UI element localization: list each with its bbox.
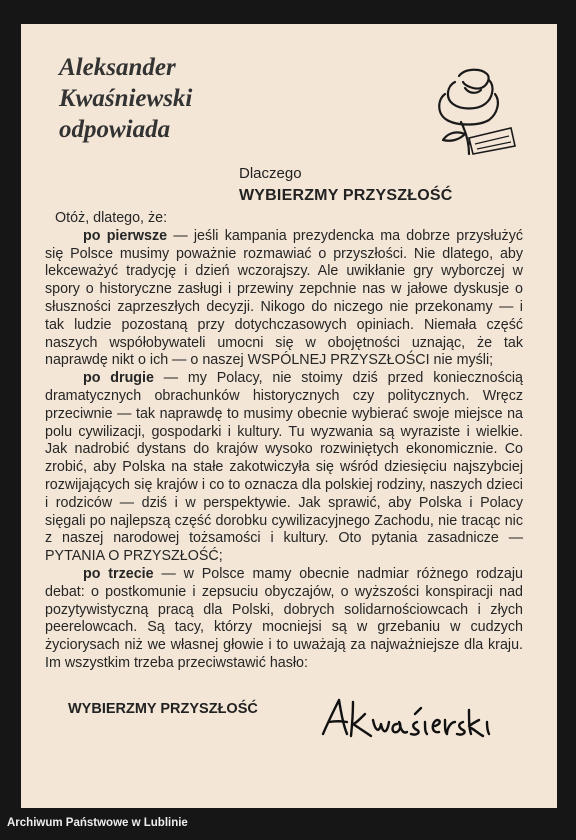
leaflet-page [21, 24, 557, 808]
leaflet-body [45, 210, 523, 673]
body-intro: Otóż, dlatego, że: [55, 210, 168, 226]
signature [317, 690, 495, 750]
paragraph-third-text: — w Polsce mamy obecnie nadmiar różnego rodzaju debat: o postkomunie i zepsuciu obyczajów, o wyższości konspiracji nad pozytywistyczną pracą dla Polski, dobrych solidarnościowcach i złych peerelowcach. Są tacy, którzy mocniejsi są w grzebaniu w cudzych życiorysach niż we własnej głowie i to uważają za najważniejsze dla kraju. Im wszystkim trzeba przeciwstawić hasło: [45, 565, 523, 671]
paragraph-first [45, 228, 523, 370]
closing-slogan: WYBIERZMY PRZYSZŁOŚĆ [68, 701, 258, 717]
rose-icon [425, 64, 521, 156]
archive-footer: Archiwum Państwowe w Lublinie [7, 817, 188, 829]
heading-line-1: Aleksander [59, 54, 176, 81]
subtitle-slogan: WYBIERZMY PRZYSZŁOŚĆ [239, 187, 453, 204]
paragraph-first-lead: po pierwsze [83, 227, 168, 244]
paragraph-second [45, 370, 523, 566]
logo-ribbon [469, 128, 515, 154]
heading-line-3: odpowiada [59, 116, 171, 143]
paragraph-third [45, 566, 523, 673]
paragraph-second-text: — my Polacy, nie stoimy dziś przed koniecznością dramatycznych obrachunków historycznych czy politycznych. Wręcz przeciwnie — tak naprawdę to musimy obecnie wybierać swoje miejsce na polu cywilizacji, gospodarki i kultury. Tu wyzwania są wyraziste i wielkie. Jak nadrobić dystans do krajów wysoko rozwiniętych ekonomicznie. Co zrobić, aby Polska na stałe zakotwiczyła się wśród dziesięciu najszybciej rozwijających się krajów i co to oznacza dla polskiej rodziny, naszych dzieci i rodziców — dziś i w perspektywie. Jak sprawić, aby Polska i Polacy sięgali po najlepszą część dorobku cywilizacyjnego Zachodu, nie tracąc nic z naszej narodowej tożsamości i kultury. Oto pytania zasadnicze — PYTANIA O PRZYSZŁOŚĆ; [45, 370, 523, 565]
leaflet-heading [59, 52, 192, 145]
paragraph-third-lead: po trzecie [83, 565, 154, 582]
paragraph-second-lead: po drugie [83, 370, 154, 387]
subtitle-why: Dlaczego [239, 165, 302, 182]
heading-line-2: Kwaśniewski [59, 85, 193, 112]
paragraph-first-text: — jeśli kampania prezydencka ma dobrze przysłużyć się Polsce musimy poważnie rozmawiać o przyszłości. Nie dlatego, aby lekceważyć tradycję i dzień wczorajszy. Ale uwikłanie gry wyborczej w spory o historyczne zasługi i przewiny zepchnie nas w jałowe dyskusje o słuszności zaprzeszłych decyzji. Nikogo do niczego nie przekonamy — i tak ludzie pozostaną przy dotychczasowych opiniach. Niemała część naszych współobywateli umocni się w obojętności uznając, że tak naprawdę nikt o ich — o naszej WSPÓLNEJ PRZYSZŁOŚCI nie myśli; [45, 227, 523, 369]
